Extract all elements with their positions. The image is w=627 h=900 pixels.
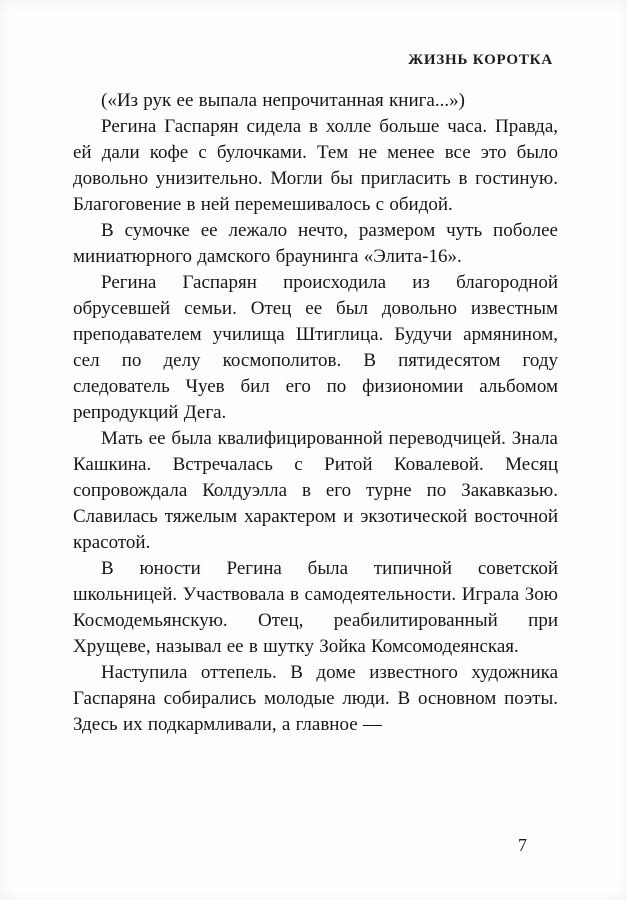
paragraph: Регина Гаспарян сидела в холле больше часа. Правда, ей дали кофе с булочками. Тем не менее все это было довольно унизительно. Могли бы пригласить в гостиную. Благоговение в ней перемешивалось с обидой. (73, 116, 558, 215)
running-header: ЖИЗНЬ КОРОТКА (408, 52, 553, 68)
paragraph: Регина Гаспарян происходила из благородной обрусевшей семьи. Отец ее был довольно известным преподавателем училища Штиглица. Будучи армянином, сел по делу космополитов. В пятидесятом году следователь Чуев бил его по физиономии альбомом репродукций Дега. (73, 272, 558, 423)
text-block (73, 88, 558, 738)
page-number: 7 (518, 835, 527, 855)
paragraph: Наступила оттепель. В доме известного художника Гаспаряна собирались молодые люди. В основном поэты. Здесь их подкармливали, а главное — (73, 662, 558, 735)
paragraph-quote: («Из рук ее выпала непрочитанная книга...») (101, 90, 465, 111)
paragraph: В юности Регина была типичной советской школьницей. Участвовала в самодеятельности. Играла Зою Космодемьянскую. Отец, реабилитированный при Хрущеве, называл ее в шутку Зойка Комсомодеянская. (73, 558, 558, 657)
paragraph: В сумочке ее лежало нечто, размером чуть поболее миниатюрного дамского браунинга «Элита-16». (73, 220, 558, 267)
paragraph: Мать ее была квалифицированной переводчицей. Знала Кашкина. Встречалась с Ритой Ковалевой. Месяц сопровождала Колдуэлла в его турне по Закавказью. Славилась тяжелым характером и экзотической восточной красотой. (73, 428, 558, 553)
